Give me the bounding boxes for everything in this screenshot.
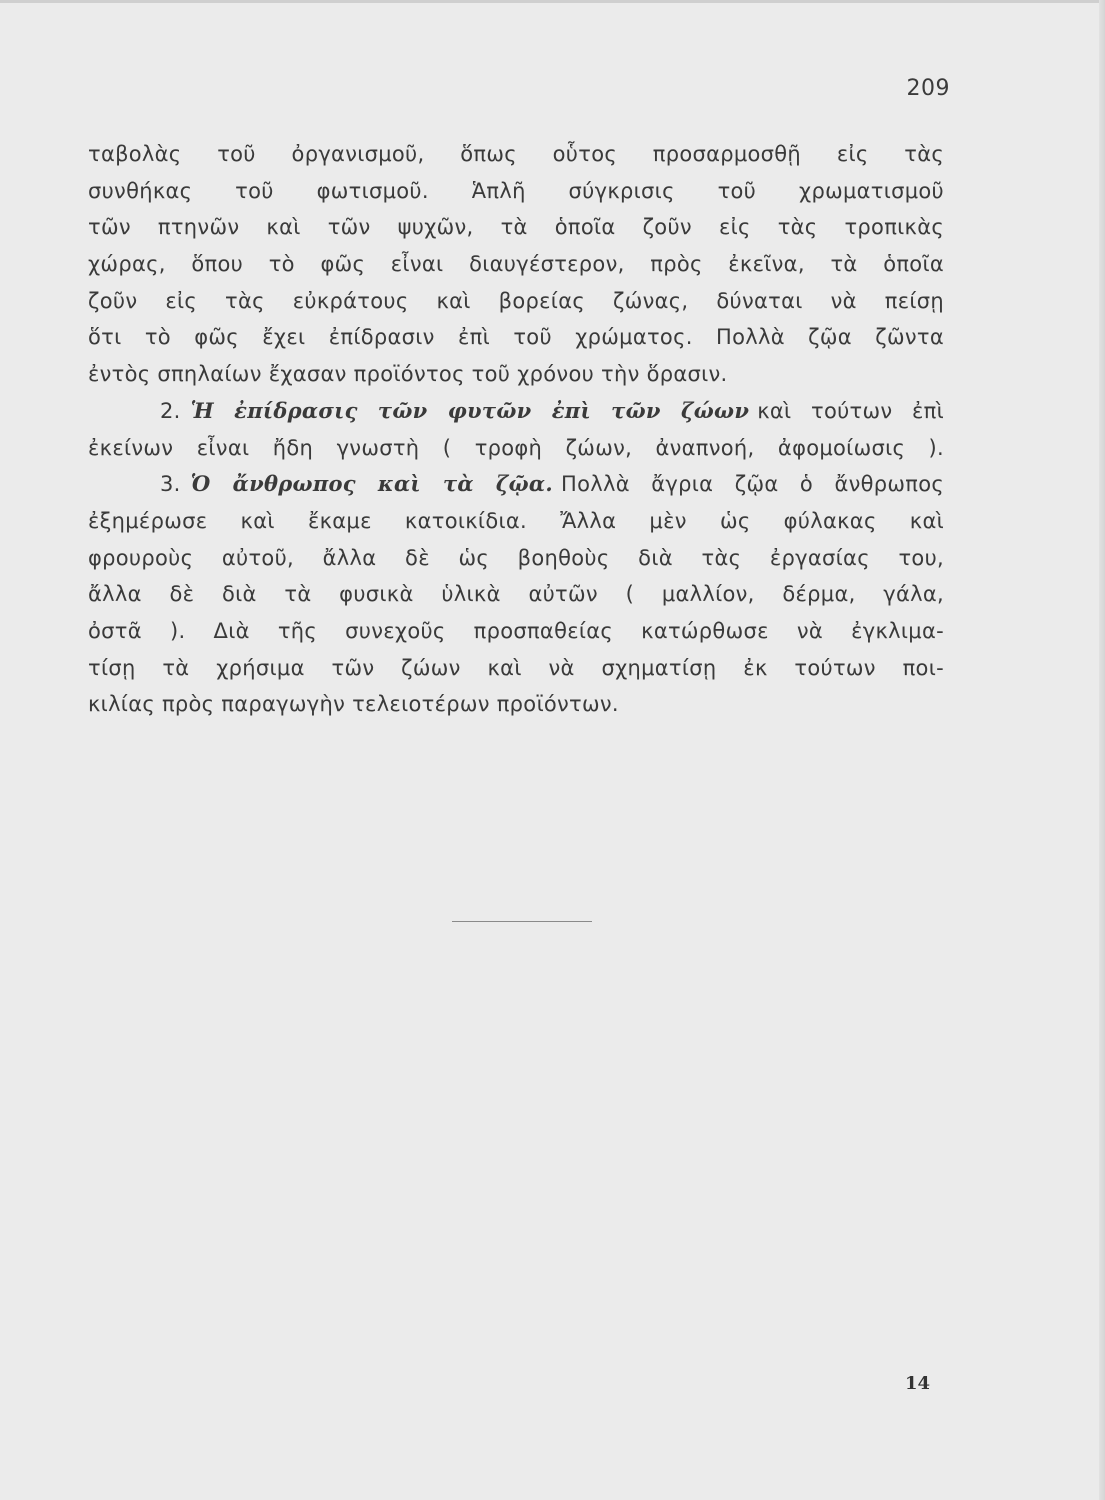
text-line: ἐκείνων εἶναι ἤδη γνωστὴ ( τροφὴ ζώων, ἀναπνοή, ἀφομοίωσις ).	[88, 435, 944, 460]
paragraph-text: καὶ τούτων ἐπὶ	[757, 398, 944, 423]
section-divider	[452, 921, 592, 922]
text-line: ἄλλα δὲ διὰ τὰ φυσικὰ ὑλικὰ αὐτῶν ( μαλλίον, δέρμα, γάλα,	[88, 582, 944, 607]
signature-mark: 14	[904, 1373, 930, 1394]
paragraph-number: 3.	[160, 472, 181, 497]
text-line: ὀστᾶ ). Διὰ τῆς συνεχοῦς προσπαθείας κατώρθωσε νὰ ἐγκλιμα-	[88, 618, 944, 643]
page-number: 209	[906, 76, 950, 101]
text-line: τίσῃ τὰ χρήσιμα τῶν ζώων καὶ νὰ σχηματίσῃ ἐκ τούτων ποι-	[88, 655, 944, 680]
text-line: τῶν πτηνῶν καὶ τῶν ψυχῶν, τὰ ὁποῖα ζοῦν εἰς τὰς τροπικὰς	[88, 215, 944, 240]
text-line: ζοῦν εἰς τὰς εὐκράτους καὶ βορείας ζώνας, δύναται νὰ πείσῃ	[88, 288, 944, 313]
body-text	[88, 136, 944, 723]
paragraph-2-first-line	[88, 393, 944, 430]
text-line: χώρας, ὅπου τὸ φῶς εἶναι διαυγέστερον, πρὸς ἐκεῖνα, τὰ ὁποῖα	[88, 252, 944, 277]
text-line: ἐξημέρωσε καὶ ἔκαμε κατοικίδια. Ἄλλα μὲν ὡς φύλακας καὶ	[88, 508, 944, 533]
text-line: συνθήκας τοῦ φωτισμοῦ. Ἁπλῆ σύγκρισις τοῦ χρωματισμοῦ	[88, 178, 944, 203]
text-line: ἐντὸς σπηλαίων ἔχασαν προϊόντος τοῦ χρόνου τὴν ὅρασιν.	[88, 362, 728, 387]
page-top-edge	[0, 0, 1105, 3]
paragraph-number: 2.	[160, 398, 181, 423]
paragraph-text: Πολλὰ ἄγρια ζῷα ὁ ἄνθρωπος	[561, 472, 944, 497]
text-line: φρουροὺς αὐτοῦ, ἄλλα δὲ ὡς βοηθοὺς διὰ τὰς ἐργασίας του,	[88, 545, 944, 570]
text-line: κιλίας πρὸς παραγωγὴν τελειοτέρων προϊόντων.	[88, 692, 619, 717]
text-line: ταβολὰς τοῦ ὀργανισμοῦ, ὅπως οὗτος προσαρμοσθῇ εἰς τὰς	[88, 142, 944, 166]
section-heading: Ἡ ἐπίδρασις τῶν φυτῶν ἐπὶ τῶν ζώων	[190, 397, 750, 423]
page-right-edge	[1099, 0, 1105, 1500]
text-line: ὅτι τὸ φῶς ἔχει ἐπίδρασιν ἐπὶ τοῦ χρώματος. Πολλὰ ζῷα ζῶντα	[88, 325, 944, 350]
paragraph-3-first-line	[88, 466, 944, 503]
section-heading: Ὁ ἄνθρωπος καὶ τὰ ζῷα.	[190, 471, 553, 497]
